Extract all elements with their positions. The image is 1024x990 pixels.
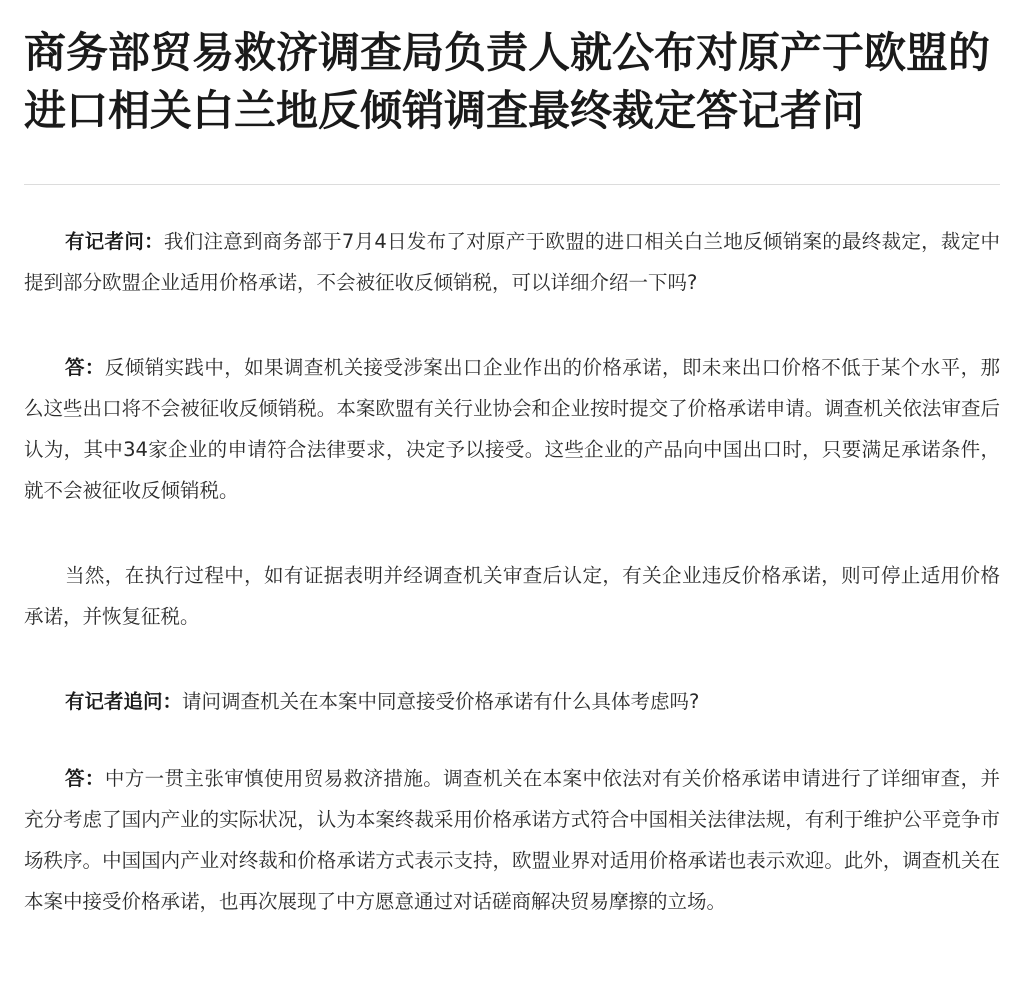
paragraph-text: 请问调查机关在本案中同意接受价格承诺有什么具体考虑吗? — [182, 690, 700, 713]
paragraph-text: 我们注意到商务部于7月4日发布了对原产于欧盟的进口相关白兰地反倾销案的最终裁定，裁定中提到部分欧盟企业适用价格承诺，不会被征收反倾销税，可以详细介绍一下吗? — [24, 230, 1000, 294]
paragraph-question-1 — [24, 221, 1000, 303]
paragraph-lead: 有记者追问： — [65, 690, 183, 713]
paragraph-question-2 — [24, 681, 1000, 722]
paragraph-answer-1 — [24, 347, 1000, 511]
paragraph-text: 中方一贯主张审慎使用贸易救济措施。调查机关在本案中依法对有关价格承诺申请进行了详细审查，并充分考虑了国内产业的实际状况，认为本案终裁采用价格承诺方式符合中国相关法律法规，有利于维护公平竞争市场秩序。中国国内产业对终裁和价格承诺方式表示支持，欧盟业界对适用价格承诺也表示欢迎。此外，调查机关在本案中接受价格承诺，也再次展现了中方愿意通过对话磋商解决贸易摩擦的立场。 — [24, 767, 1000, 913]
paragraph-answer-1-continued — [24, 555, 1000, 637]
paragraph-text: 当然，在执行过程中，如有证据表明并经调查机关审查后认定，有关企业违反价格承诺，则可停止适用价格承诺，并恢复征税。 — [24, 564, 1000, 628]
article-body — [24, 221, 1000, 922]
paragraph-answer-2 — [24, 758, 1000, 922]
article-title: 商务部贸易救济调查局负责人就公布对原产于欧盟的进口相关白兰地反倾销调查最终裁定答记者问 — [24, 28, 991, 135]
paragraph-lead: 答： — [65, 356, 105, 379]
paragraph-lead: 有记者问： — [65, 230, 164, 253]
paragraph-text: 反倾销实践中，如果调查机关接受涉案出口企业作出的价格承诺，即未来出口价格不低于某个水平，那么这些出口将不会被征收反倾销税。本案欧盟有关行业协会和企业按时提交了价格承诺申请。调查机关依法审查后认为，其中34家企业的申请符合法律要求，决定予以接受。这些企业的产品向中国出口时，只要满足承诺条件，就不会被征收反倾销税。 — [24, 356, 1000, 502]
title-divider — [24, 184, 1000, 185]
paragraph-lead: 答： — [65, 767, 105, 790]
